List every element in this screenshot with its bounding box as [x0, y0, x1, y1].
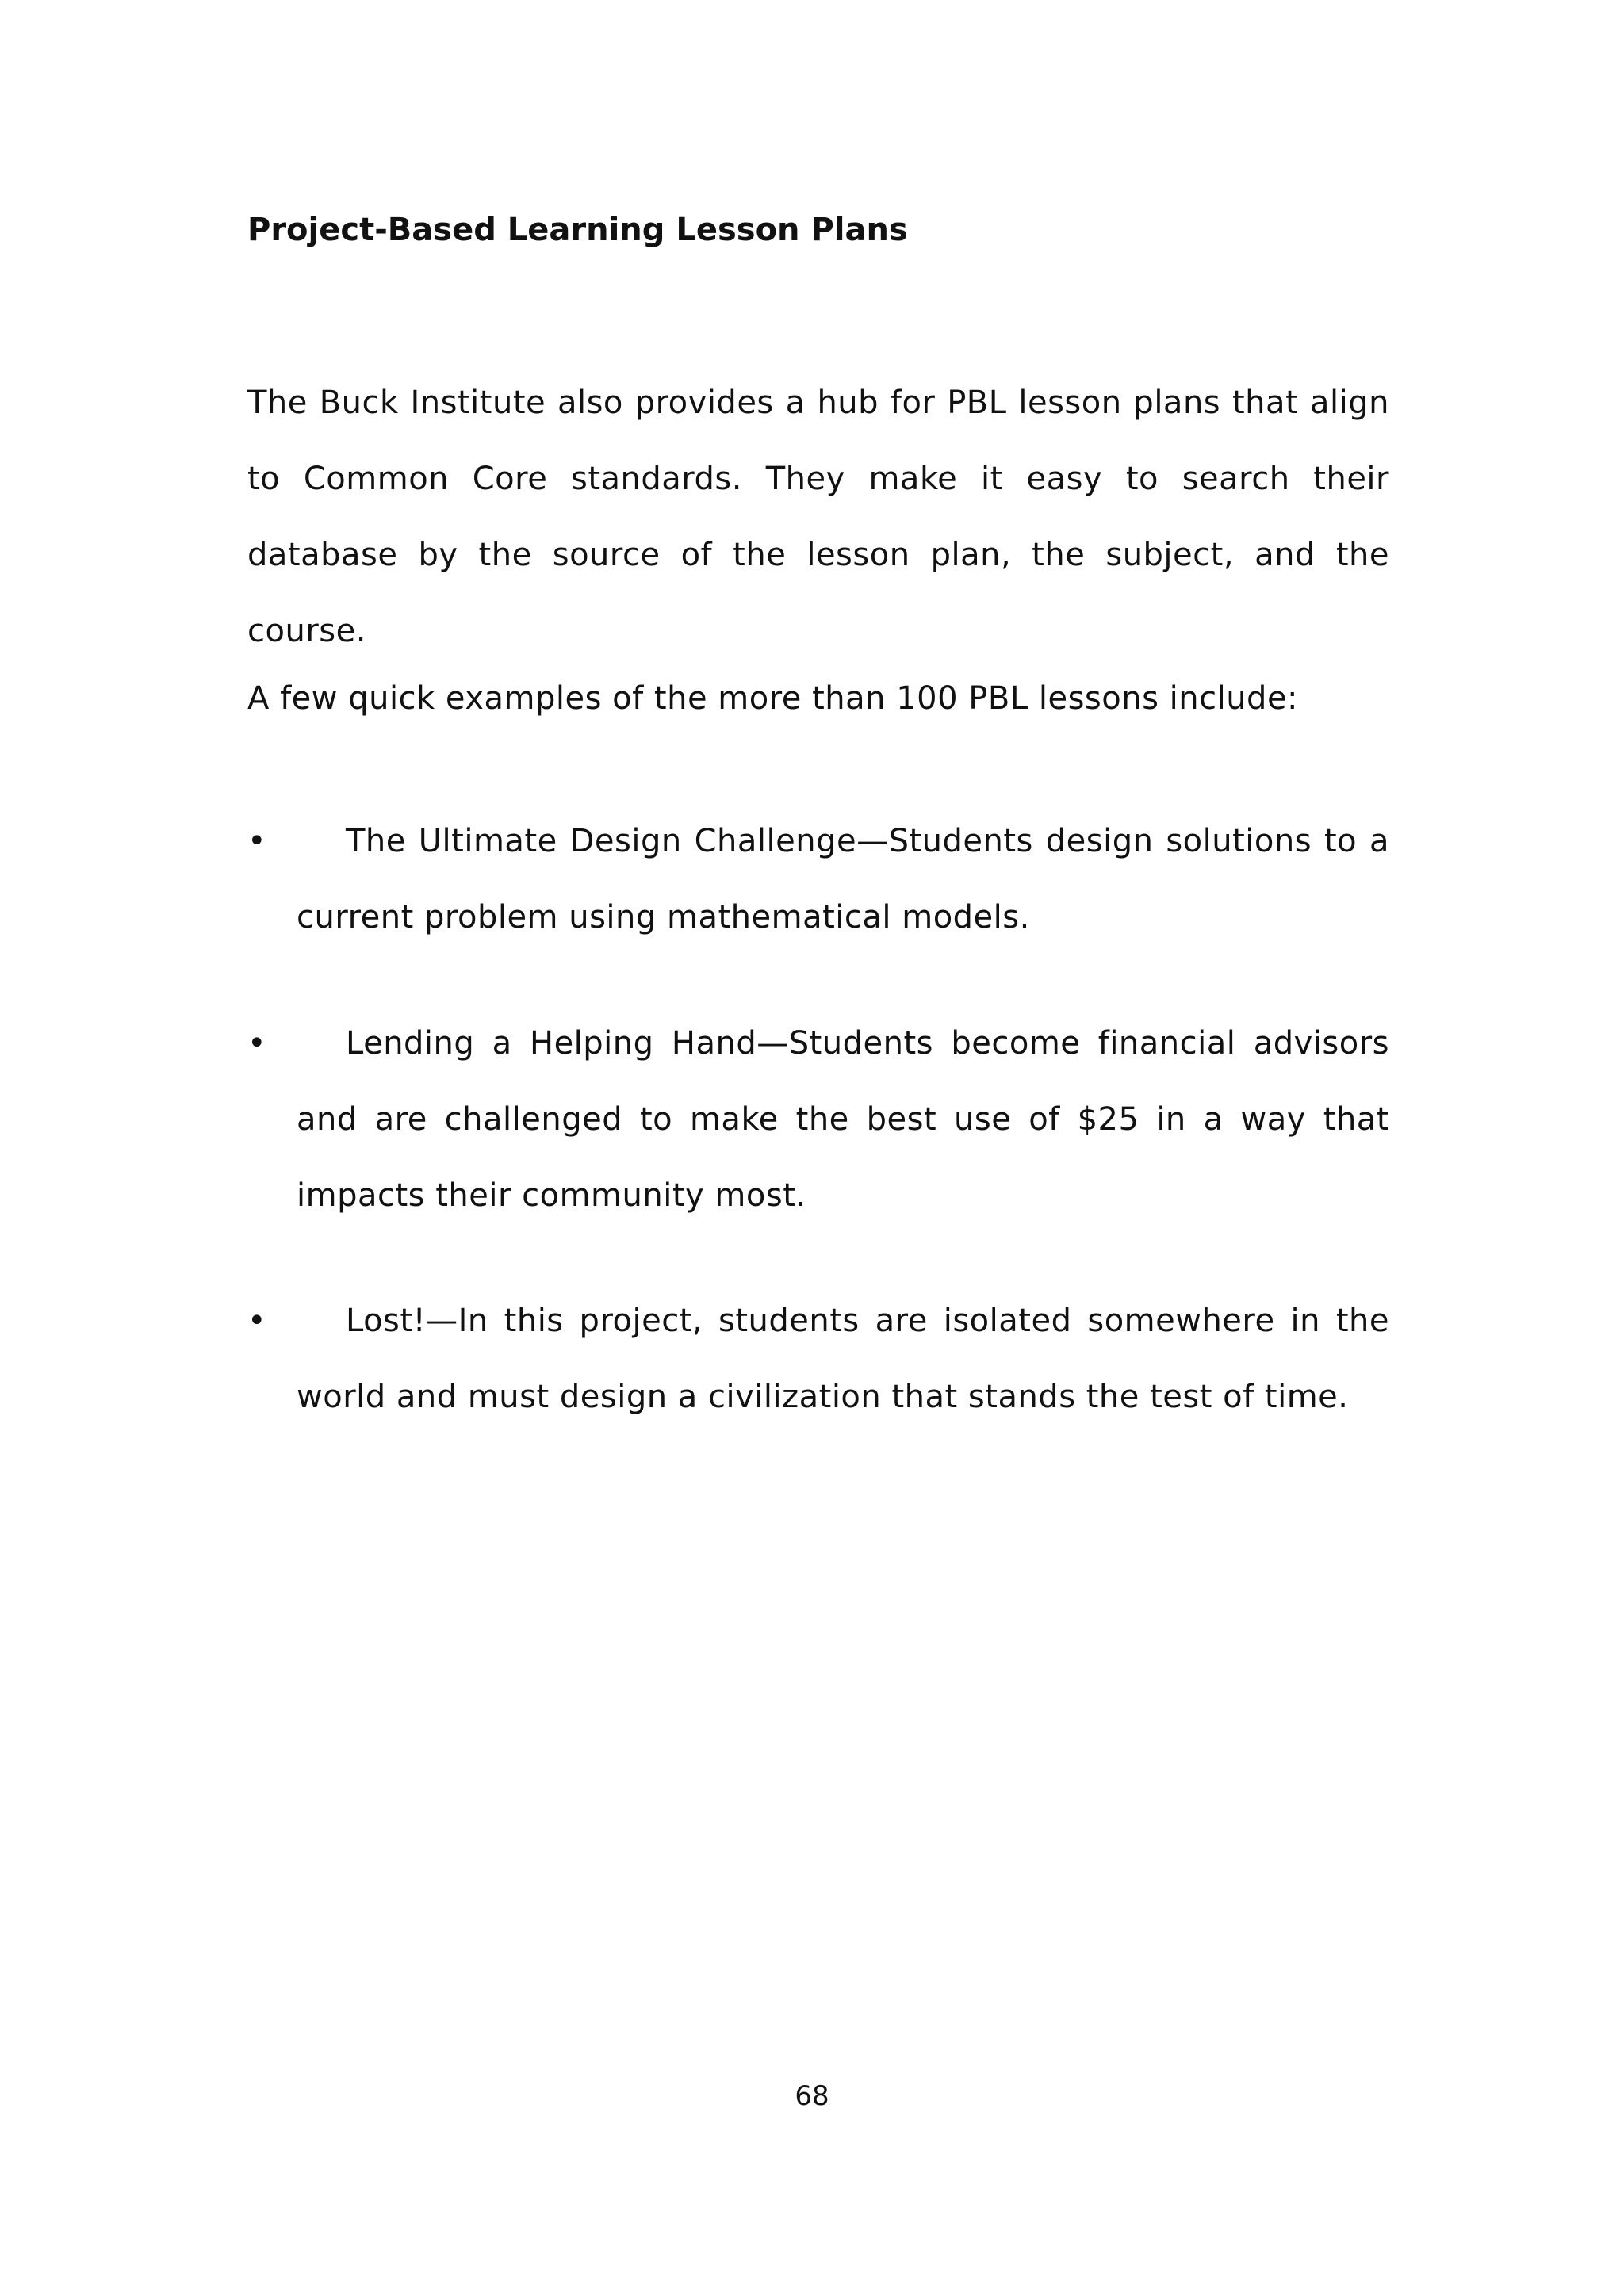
- page-number: 68: [795, 2080, 829, 2112]
- examples-intro-paragraph: A few quick examples of the more than 100 PBL lessons include:: [247, 680, 1299, 717]
- bullet-text: Lending a Helping Hand—Students become financial advisors and are challenged to make the best use of $25 in a way that impacts their community most.: [297, 1025, 1389, 1214]
- section-heading: Project-Based Learning Lesson Plans: [247, 212, 908, 248]
- bullet-text: The Ultimate Design Challenge—Students design solutions to a current problem using mathematical models.: [297, 823, 1389, 936]
- bullet-icon: •: [247, 1303, 266, 1339]
- bullet-icon: •: [247, 823, 266, 859]
- bullet-icon: •: [247, 1025, 266, 1062]
- bullet-text: Lost!—In this project, students are isolated somewhere in the world and must design a civilization that stands the test of time.: [297, 1303, 1389, 1415]
- intro-paragraph: The Buck Institute also provides a hub for PBL lesson plans that align to Common Core standards. They make it easy to search their database by the source of the lesson plan, the subject, and the course.: [247, 385, 1389, 649]
